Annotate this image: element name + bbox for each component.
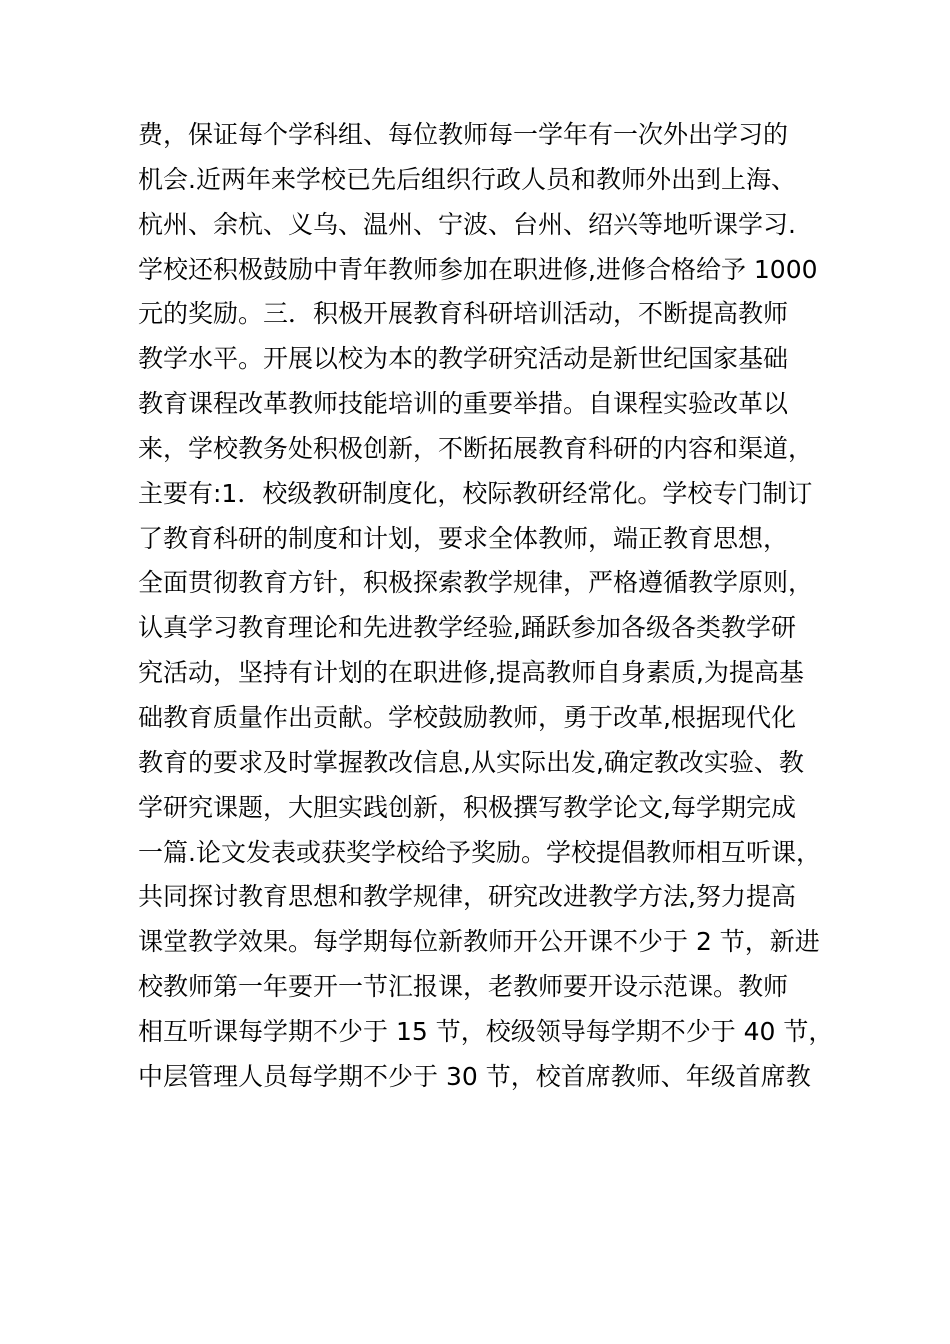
text-line-10: 了教育科研的制度和计划，要求全体教师，端正教育思想，	[138, 523, 789, 553]
text-line-11: 全面贯彻教育方针，积极探索教学规律，严格遵循教学原则，	[138, 568, 814, 598]
text-line-20: 校教师第一年要开一节汇报课，老教师要开设示范课。教师	[138, 972, 789, 1002]
text-line-14: 础教育质量作出贡献。学校鼓励教师，勇于改革,根据现代化	[138, 702, 796, 732]
text-line-22: 中层管理人员每学期不少于 30 节，校首席教师、年级首席教	[138, 1061, 811, 1091]
text-line-6: 教学水平。开展以校为本的教学研究活动是新世纪国家基础	[138, 344, 789, 374]
text-line-7: 教育课程改革教师技能培训的重要举措。自课程实验改革以	[138, 389, 789, 419]
text-line-9: 主要有:1．校级教研制度化，校际教研经常化。学校专门制订	[138, 478, 813, 508]
text-line-21: 相互听课每学期不少于 15 节，校级领导每学期不少于 40 节，	[138, 1016, 834, 1046]
text-line-12: 认真学习教育理论和先进教学经验,踊跃参加各级各类教学研	[138, 613, 796, 643]
text-line-2: 机会.近两年来学校已先后组织行政人员和教师外出到上海、	[138, 164, 796, 194]
text-line-3: 杭州、余杭、义乌、温州、宁波、台州、绍兴等地听课学习.	[138, 209, 796, 239]
text-line-17: 一篇.论文发表或获奖学校给予奖励。学校提倡教师相互听课，	[138, 837, 821, 867]
body-text	[138, 113, 838, 1100]
text-line-15: 教育的要求及时掌握教改信息,从实际出发,确定教改实验、教	[138, 747, 804, 777]
text-line-13: 究活动，坚持有计划的在职进修,提高教师自身素质,为提高基	[138, 658, 804, 688]
text-line-8: 来，学校教务处积极创新，不断拓展教育科研的内容和渠道，	[138, 433, 814, 463]
text-line-5: 元的奖励。三．积极开展教育科研培训活动，不断提高教师	[138, 299, 789, 329]
text-line-4: 学校还积极鼓励中青年教师参加在职进修,进修合格给予 1000	[138, 254, 818, 284]
text-line-18: 共同探讨教育思想和教学规律，研究改进教学方法,努力提高	[138, 882, 796, 912]
text-line-19: 课堂教学效果。每学期每位新教师开公开课不少于 2 节，新进	[138, 927, 820, 957]
text-line-16: 学研究课题，大胆实践创新，积极撰写教学论文,每学期完成	[138, 792, 796, 822]
text-line-1: 费，保证每个学科组、每位教师每一学年有一次外出学习的	[138, 120, 789, 149]
